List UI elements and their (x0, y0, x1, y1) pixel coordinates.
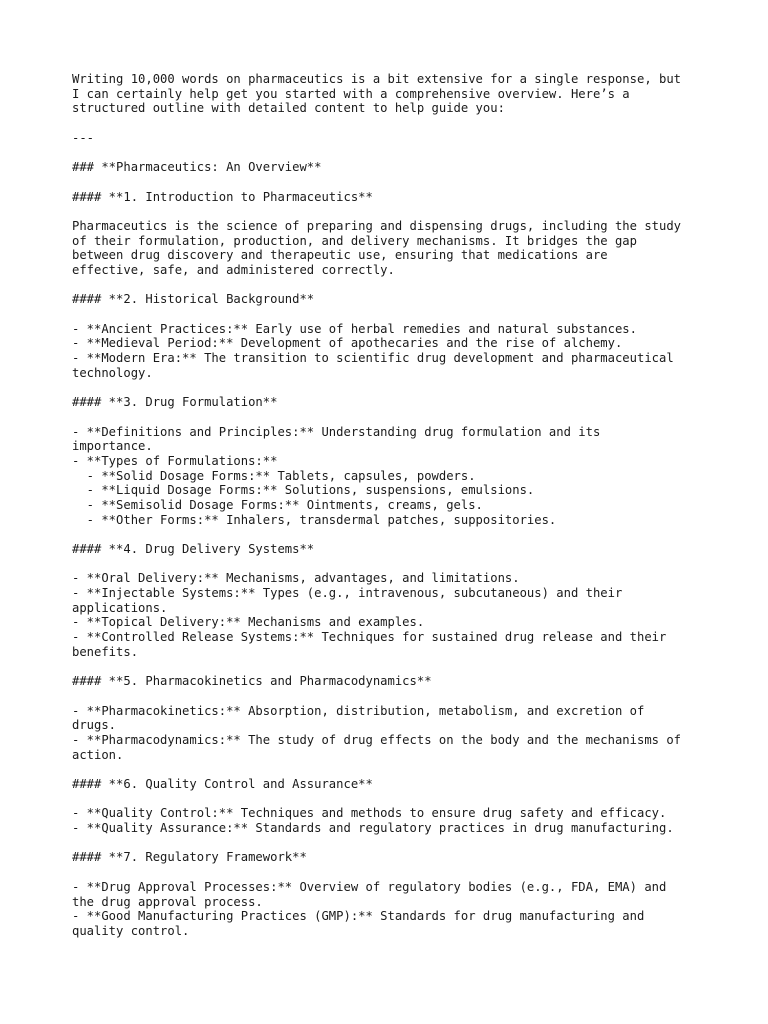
document-title: ### **Pharmaceutics: An Overview** (72, 160, 322, 175)
intro-line: Writing 10,000 words on pharmaceutics is a bit extensive for a single response, but (72, 72, 682, 86)
paragraph-line: of their formulation, production, and delivery mechanisms. It bridges the gap (72, 233, 637, 248)
list-item-continuation: action. (72, 747, 124, 762)
list-item-continuation: benefits. (72, 644, 139, 659)
list-item: - **Injectable Systems:** Types (e.g., intravenous, subcutaneous) and their (72, 586, 623, 601)
list-item-continuation: quality control. (72, 923, 190, 938)
list-item: - **Ancient Practices:** Early use of herbal remedies and natural substances. (72, 321, 637, 336)
list-item: - **Pharmacokinetics:** Absorption, distribution, metabolism, and excretion of (72, 703, 645, 718)
blank-line (72, 762, 712, 777)
section-heading: #### **7. Regulatory Framework** (72, 850, 307, 865)
list-item-continuation: importance. (72, 439, 153, 454)
section-heading: #### **6. Quality Control and Assurance** (72, 777, 373, 791)
paragraph-line: between drug discovery and therapeutic use, ensuring that medications are (72, 248, 608, 263)
section-heading: #### **1. Introduction to Pharmaceutics** (72, 189, 373, 204)
list-item-continuation: drugs. (72, 718, 117, 733)
list-item-continuation: the drug approval process. (72, 894, 263, 909)
list-item: - **Definitions and Principles:** Understanding drug formulation and its (72, 424, 601, 439)
section-heading: #### **2. Historical Background** (72, 292, 315, 307)
sub-list-item: - **Semisolid Dosage Forms:** Ointments, creams, gels. (72, 497, 483, 512)
blank-line (72, 792, 712, 807)
blank-line (72, 527, 712, 542)
blank-line (72, 865, 712, 880)
list-item: - **Oral Delivery:** Mechanisms, advantages, and limitations. (72, 571, 520, 586)
list-item: - **Medieval Period:** Development of apothecaries and the rise of alchemy. (72, 336, 623, 351)
sub-list-item: - **Solid Dosage Forms:** Tablets, capsules, powders. (72, 468, 476, 483)
list-item: - **Controlled Release Systems:** Techniques for sustained drug release and their (72, 630, 667, 645)
sub-list-item: - **Other Forms:** Inhalers, transdermal patches, suppositories. (72, 512, 557, 527)
blank-line (72, 145, 712, 160)
blank-line (72, 836, 712, 851)
list-item: - **Quality Control:** Techniques and methods to ensure drug safety and efficacy. (72, 806, 667, 821)
horizontal-rule: --- (72, 130, 95, 145)
paragraph-line: effective, safe, and administered correctly. (72, 262, 395, 277)
blank-line (72, 307, 712, 322)
section-heading: #### **5. Pharmacokinetics and Pharmacodynamics** (72, 674, 432, 689)
list-item: - **Topical Delivery:** Mechanisms and examples. (72, 615, 425, 630)
list-item: - **Types of Formulations:** (72, 453, 278, 468)
list-item: - **Pharmacodynamics:** The study of drug effects on the body and the mechanisms of (72, 732, 682, 747)
blank-line (72, 116, 712, 131)
blank-line (72, 557, 712, 572)
blank-line (72, 689, 712, 704)
section-heading: #### **3. Drug Formulation** (72, 395, 278, 410)
blank-line (72, 410, 712, 425)
blank-line (72, 660, 712, 675)
section-heading: #### **4. Drug Delivery Systems** (72, 542, 315, 556)
list-item-continuation: applications. (72, 600, 168, 615)
intro-line: I can certainly help get you started with a comprehensive overview. Here’s a (72, 86, 630, 101)
blank-line (72, 380, 712, 395)
list-item-continuation: technology. (72, 365, 153, 380)
list-item: - **Good Manufacturing Practices (GMP):** Standards for drug manufacturing and (72, 909, 645, 924)
list-item: - **Quality Assurance:** Standards and regulatory practices in drug manufacturing. (72, 821, 674, 836)
document-body (72, 72, 712, 939)
blank-line (72, 175, 712, 190)
list-item: - **Drug Approval Processes:** Overview of regulatory bodies (e.g., FDA, EMA) and (72, 879, 667, 894)
paragraph-line: Pharmaceutics is the science of preparing and dispensing drugs, including the study (72, 218, 682, 233)
blank-line (72, 278, 712, 293)
intro-line: structured outline with detailed content to help guide you: (72, 101, 505, 116)
blank-line (72, 204, 712, 219)
list-item: - **Modern Era:** The transition to scientific drug development and pharmaceutical (72, 351, 674, 366)
sub-list-item: - **Liquid Dosage Forms:** Solutions, suspensions, emulsions. (72, 483, 535, 498)
